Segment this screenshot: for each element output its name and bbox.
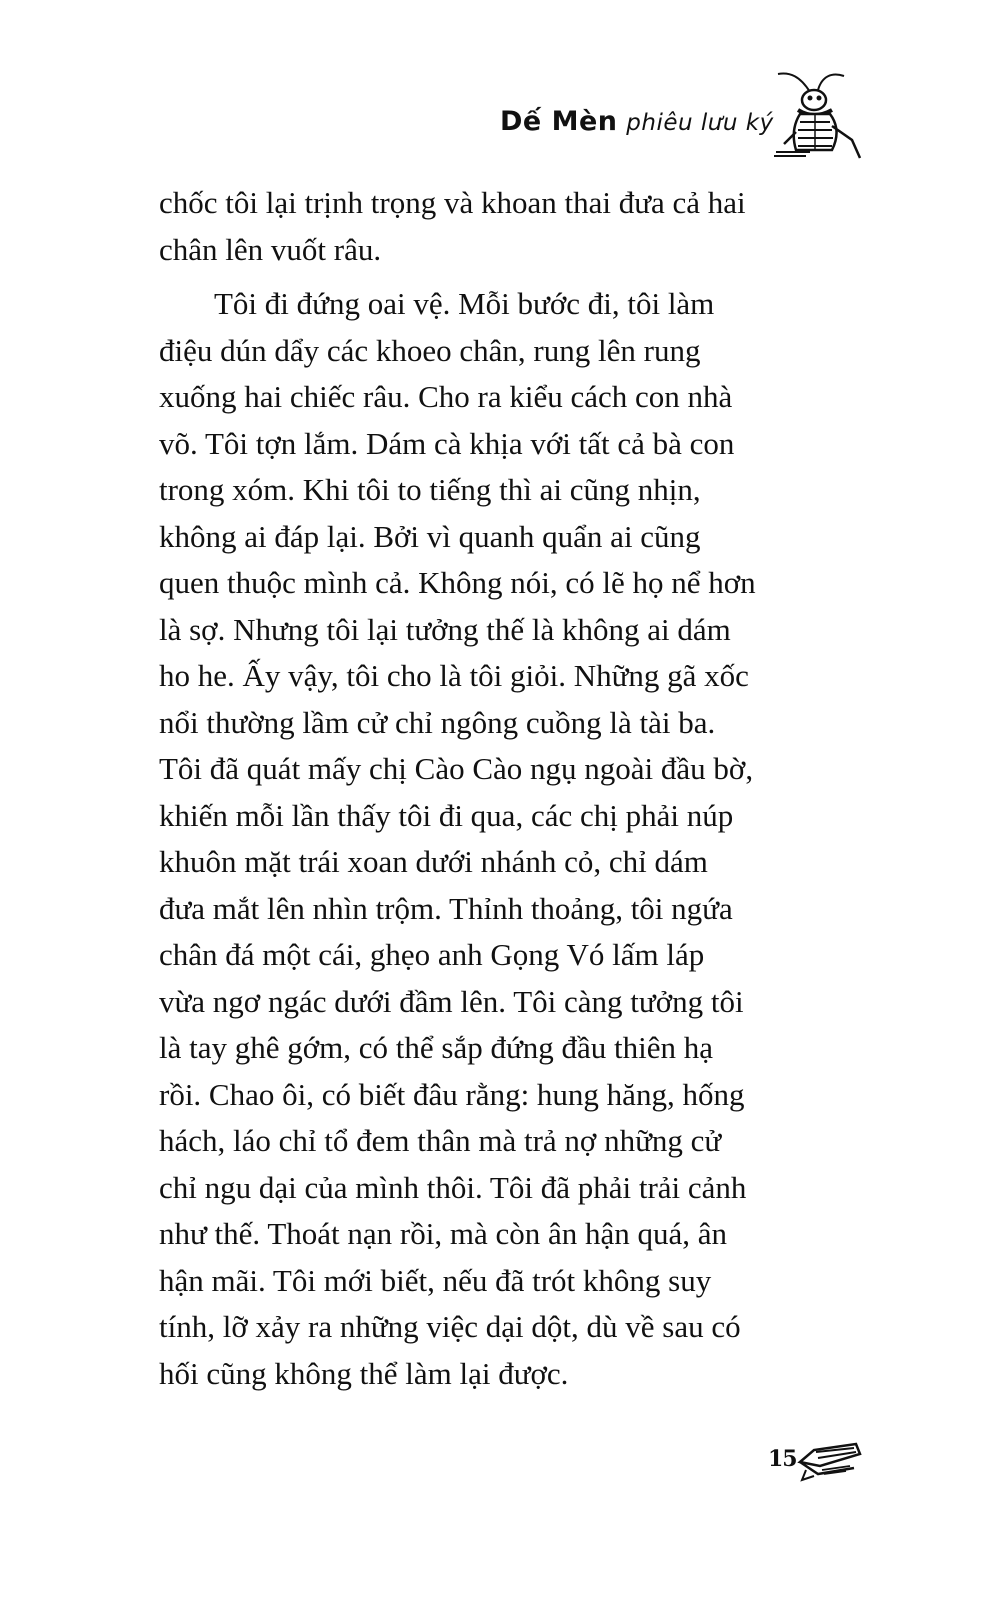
page-number: 15 <box>768 1446 797 1472</box>
paragraph-gap <box>159 273 849 281</box>
text-line: vừa ngơ ngác dưới đầm lên. Tôi càng tưởng tôi <box>159 983 744 1019</box>
cricket-mascot-icon <box>770 70 866 160</box>
text-line: hối cũng không thể làm lại được. <box>159 1355 569 1391</box>
text-line: rồi. Chao ôi, có biết đâu rằng: hung hăng, hống <box>159 1076 745 1112</box>
text-line: như thế. Thoát nạn rồi, mà còn ân hận quá, ân <box>159 1216 728 1251</box>
text-line: là tay ghê gớm, có thể sắp đứng đầu thiên hạ <box>159 1030 714 1065</box>
text-line: chân lên vuốt râu. <box>159 231 382 267</box>
text-line: hách, láo chỉ tổ đem thân mà trả nợ những cử <box>159 1123 722 1158</box>
text-line: tính, lỡ xảy ra những việc dại dột, dù về sau có <box>159 1309 741 1344</box>
paragraph-2 <box>159 281 849 1397</box>
text-line: võ. Tôi tợn lắm. Dám cà khịa với tất cả bà con <box>159 425 735 461</box>
text-line: xuống hai chiếc râu. Cho ra kiểu cách con nhà <box>159 379 733 414</box>
text-line: điệu dún dẩy các khoeo chân, rung lên rung <box>159 332 701 368</box>
book-title-sub: phiêu lưu ký <box>626 110 774 136</box>
text-line: không ai đáp lại. Bởi vì quanh quẩn ai cũng <box>159 518 701 554</box>
text-line: Tôi đi đứng oai vệ. Mỗi bước đi, tôi làm <box>214 286 715 321</box>
text-line: quen thuộc mình cả. Không nói, có lẽ họ nể hơn <box>159 565 756 600</box>
text-line: khiến mỗi lần thấy tôi đi qua, các chị phải núp <box>159 797 734 833</box>
text-line: hận mãi. Tôi mới biết, nếu đã trót không suy <box>159 1262 712 1298</box>
running-header <box>500 70 900 160</box>
text-line: Tôi đã quát mấy chị Cào Cào ngụ ngoài đầu bờ, <box>159 751 754 786</box>
paragraph-1 <box>159 180 849 273</box>
book-title-main: Dế Mèn <box>500 106 618 137</box>
text-line: chốc tôi lại trịnh trọng và khoan thai đưa cả hai <box>159 185 746 220</box>
text-line: ho he. Ấy vậy, tôi cho là tôi giỏi. Những gã xốc <box>159 658 749 693</box>
text-line: đưa mắt lên nhìn trộm. Thỉnh thoảng, tôi ngứa <box>159 890 733 926</box>
book-title <box>500 106 774 137</box>
body-text <box>159 180 849 1397</box>
text-line: nổi thường lầm cử chỉ ngông cuồng là tài ba. <box>159 704 716 740</box>
text-line: là sợ. Nhưng tôi lại tưởng thế là không ai dám <box>159 611 731 647</box>
text-line: chân đá một cái, ghẹo anh Gọng Vó lấm láp <box>159 937 705 972</box>
page-footer <box>768 1440 868 1490</box>
text-line: trong xóm. Khi tôi to tiếng thì ai cũng nhịn, <box>159 472 701 507</box>
text-line: khuôn mặt trái xoan dưới nhánh cỏ, chỉ dám <box>159 844 708 879</box>
text-line: chỉ ngu dại của mình thôi. Tôi đã phải trải cảnh <box>159 1169 747 1205</box>
pen-nib-ornament-icon <box>796 1440 862 1484</box>
